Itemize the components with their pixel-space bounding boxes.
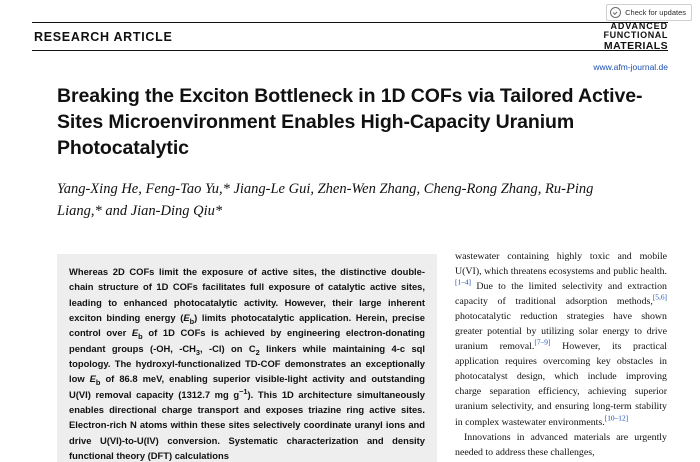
journal-logo [604,22,669,52]
journal-logo-line3: MATERIALS [603,39,668,52]
check-for-updates-badge[interactable] [606,4,692,21]
body-paragraph-2: Innovations in advanced materials are urgently needed to address these challenges, [455,431,667,458]
body-paragraph-1: wastewater containing highly toxic and mobile U(VI), which threatens ecosystems and public health.[1–4] Due to the limited selectivity and extraction capacity of traditional adsorption methods,[5,6] photocatalytic reduction strategies have shown greater potential by utilizing solar energy to drive uranium removal.[7–9] However, its practical application requires overcoming key obstacles in photocatalyst design, which include improving charge separation efficiency, achieving superior uranium selectivity, and ensuring long-term stability in complex wastewater environments.[10–12] [455,251,667,428]
check-for-updates-label: Check for updates [625,8,686,17]
article-title: Breaking the Exciton Bottleneck in 1D COFs via Tailored Active-Sites Microenvironment Enables High-Capacity Uranium Photocatalytic [57,85,643,159]
journal-logo-line1: ADVANCED [610,21,668,31]
abstract-text: Whereas 2D COFs limit the exposure of active sites, the distinctive double-chain structure of 1D COFs facilitates full exposure of catalytic active sites, leading to enhanced photocatalytic activity. However, their large inherent exciton binding energy $(E_b)$ limits photocatalytic application. Herein, precise control over $E_b$ of 1D COFs is achieved by engineering electron-donating pendant groups (-OH, $-CH_3$, -Cl) on $C_2$ linkers while maintaining 4-c sql topology. The hydroxyl-functionalized TD-COF demonstrates an exceptionally low $E_b$ of 86.8 meV, enabling superior visible-light activity and outstanding U(VI) removal capacity (1312.7 mg $g^{-1}$). This 1D architecture simultaneously enables directional charge transport and exposes triazine ring active sites. Electron-rich N atoms within these sites selectively coordinate uranyl ions and drive U(VI)-to-U(IV) conversion. Systematic characterization and density functional theory (DFT) calculations [69,266,426,461]
header-rule-top [32,22,668,23]
running-head: RESEARCH ARTICLE [34,30,173,44]
journal-url-link[interactable]: www.afm-journal.de [593,62,668,72]
header-rule-bottom [32,50,668,51]
abstract-box [57,254,437,462]
refresh-circle-icon [610,7,621,18]
body-column-right [455,249,667,462]
author-list: Yang-Xing He, Feng-Tao Yu,* Jiang-Le Gui, Zhen-Wen Zhang, Cheng-Rong Zhang, Ru-Ping Liang,* and Jian-Ding Qiu* [57,181,594,220]
journal-logo-line2: FUNCTIONAL [603,30,668,41]
